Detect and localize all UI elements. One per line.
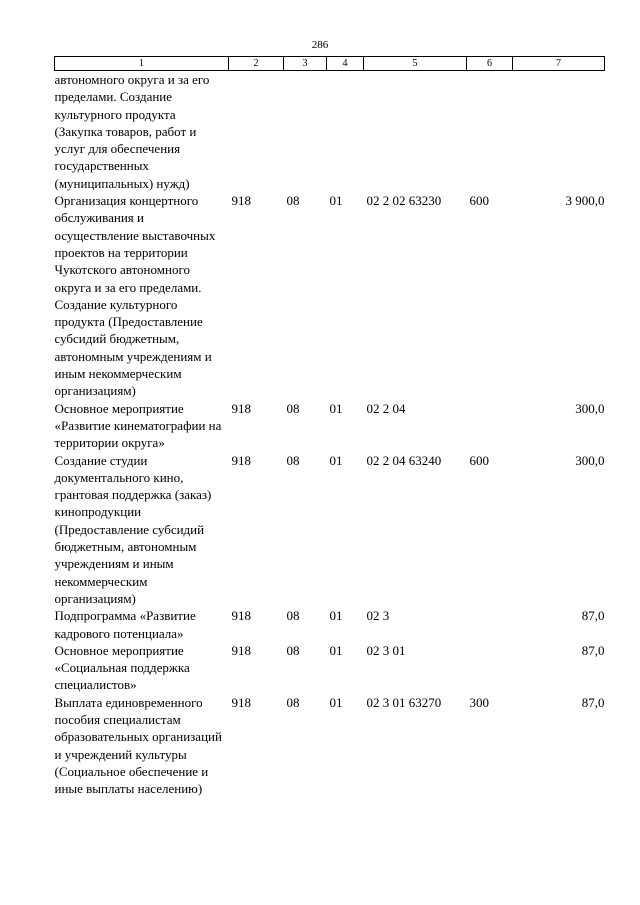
section-code: 08 bbox=[286, 400, 300, 416]
subsection-code bbox=[327, 71, 364, 193]
table-body bbox=[55, 71, 605, 798]
subsection-code: 01 bbox=[329, 452, 343, 468]
column-number-row bbox=[55, 57, 605, 71]
item-name: Основное мероприятие «Социальная поддержка специалистов» bbox=[54, 642, 190, 693]
ministry-code: 918 bbox=[231, 193, 251, 209]
table-row bbox=[55, 192, 605, 400]
column-number: 6 bbox=[467, 57, 513, 71]
column-number: 1 bbox=[55, 57, 229, 71]
ministry-code: 918 bbox=[231, 400, 251, 416]
ministry-code: 918 bbox=[231, 642, 251, 658]
target-code: 02 2 04 63240 bbox=[366, 452, 442, 468]
expense-type-code bbox=[467, 71, 513, 193]
amount: 300,0 bbox=[575, 452, 605, 468]
table-row bbox=[55, 71, 605, 193]
item-name: автономного округа и за его пределами. Создание культурного продукта (Закупка товаров, работ и услуг для обеспечения государственных (муниципальных) нужд) bbox=[54, 72, 210, 191]
expense-type-code: 600 bbox=[469, 193, 489, 209]
item-name: Создание студии документального кино, грантовая поддержка (заказ) кинопродукции (Предоставление субсидий бюджетным, автономным учреждениям и иным некоммерческим организациям) bbox=[54, 452, 212, 606]
amount: 300,0 bbox=[575, 400, 605, 416]
expense-type-code bbox=[467, 642, 513, 694]
expense-type-code: 300 bbox=[469, 694, 489, 710]
item-name: Организация концертного обслуживания и осуществление выставочных проектов на территории Чукотского автономного округа и за его пределами. Создание культурного продукта (Предоставление субсидий бюджетным, автономным учреждениям и иным некоммерческим организациям) bbox=[54, 193, 216, 399]
section-code: 08 bbox=[286, 608, 300, 624]
page-number: 286 bbox=[311, 39, 329, 51]
column-number: 5 bbox=[364, 57, 467, 71]
expense-type-code bbox=[467, 400, 513, 452]
column-number: 3 bbox=[284, 57, 327, 71]
table-row bbox=[55, 452, 605, 608]
amount: 87,0 bbox=[581, 694, 605, 710]
target-code: 02 2 02 63230 bbox=[366, 193, 442, 209]
section-code: 08 bbox=[286, 193, 300, 209]
target-code: 02 3 bbox=[366, 608, 390, 624]
section-code: 08 bbox=[286, 642, 300, 658]
amount: 87,0 bbox=[581, 642, 605, 658]
table-header bbox=[55, 57, 605, 71]
column-number: 2 bbox=[229, 57, 284, 71]
target-code: 02 2 04 bbox=[366, 400, 406, 416]
expense-type-code: 600 bbox=[469, 452, 489, 468]
subsection-code: 01 bbox=[329, 608, 343, 624]
subsection-code: 01 bbox=[329, 642, 343, 658]
section-code: 08 bbox=[286, 694, 300, 710]
amount bbox=[513, 71, 605, 193]
table-row bbox=[55, 642, 605, 694]
expense-type-code bbox=[467, 607, 513, 642]
amount: 87,0 bbox=[581, 608, 605, 624]
subsection-code: 01 bbox=[329, 400, 343, 416]
ministry-code: 918 bbox=[231, 608, 251, 624]
subsection-code: 01 bbox=[329, 193, 343, 209]
ministry-code bbox=[229, 71, 284, 193]
target-code: 02 3 01 bbox=[366, 642, 406, 658]
target-code bbox=[364, 71, 467, 193]
ministry-code: 918 bbox=[231, 694, 251, 710]
item-name: Основное мероприятие «Развитие кинематографии на территории округа» bbox=[54, 400, 222, 451]
item-name: Выплата единовременного пособия специалистам образовательных организаций и учреждений культуры (Социальное обеспечение и иные выплаты населению) bbox=[54, 694, 222, 797]
target-code: 02 3 01 63270 bbox=[366, 694, 442, 710]
column-number: 4 bbox=[327, 57, 364, 71]
ministry-code: 918 bbox=[231, 452, 251, 468]
table-row bbox=[55, 694, 605, 798]
section-code bbox=[284, 71, 327, 193]
column-number: 7 bbox=[513, 57, 605, 71]
section-code: 08 bbox=[286, 452, 300, 468]
item-name: Подпрограмма «Развитие кадрового потенциала» bbox=[54, 608, 196, 641]
subsection-code: 01 bbox=[329, 694, 343, 710]
table-row bbox=[55, 400, 605, 452]
amount: 3 900,0 bbox=[565, 193, 605, 209]
budget-table bbox=[54, 56, 605, 797]
table-row bbox=[55, 607, 605, 642]
